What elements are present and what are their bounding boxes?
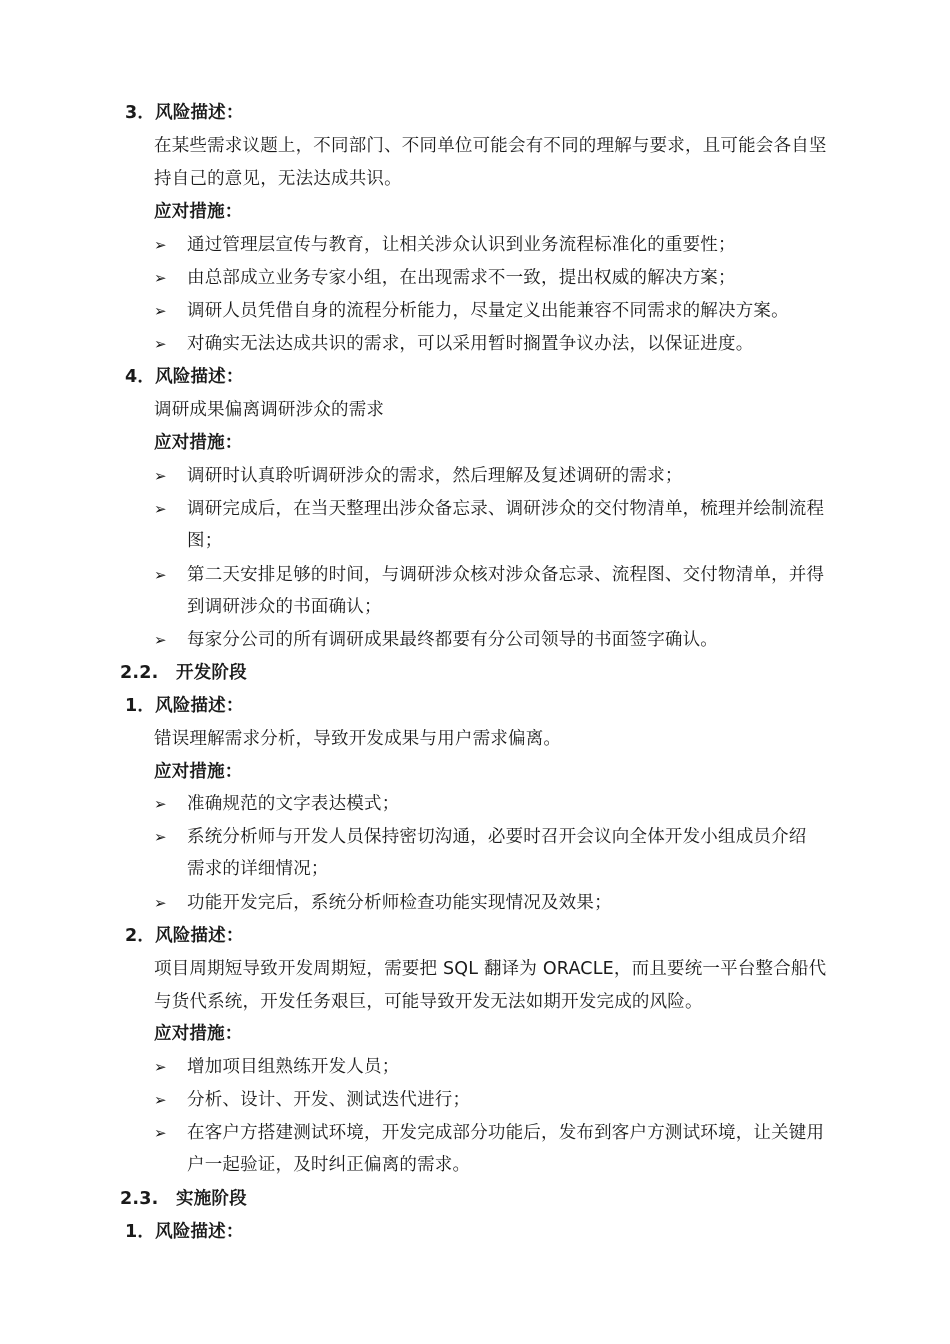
measure-item: 每家分公司的所有调研成果最终都要有分公司领导的书面签字确认。 [187,630,718,650]
measure-item: 功能开发完后，系统分析师检查功能实现情况及效果； [187,893,612,913]
measure-item: 通过管理层宣传与教育，让相关涉众认识到业务流程标准化的重要性； [187,235,736,255]
measure-item: 由总部成立业务专家小组，在出现需求不一致，提出权威的解决方案； [187,268,736,288]
risk-description-line: 在某些需求议题上，不同部门、不同单位可能会有不同的理解与要求，且可能会各自坚 [154,136,827,156]
measure-item: 调研人员凭借自身的流程分析能力，尽量定义出能兼容不同需求的解决方案。 [187,301,789,321]
measure-item: 系统分析师与开发人员保持密切沟通，必要时召开会议向全体开发小组成员介绍 [187,827,807,847]
measures-label: 应对措施： [154,1024,243,1044]
bullet-arrow-icon: ➢ [154,1058,167,1076]
section-title: 开发阶段 [176,663,247,683]
bullet-arrow-icon: ➢ [154,467,167,485]
section-number: 2.3. [120,1189,159,1209]
measure-item-continuation: 到调研涉众的书面确认； [187,597,382,617]
risk-description-line: 持自己的意见，无法达成共识。 [154,169,402,189]
measure-item-continuation: 户一起验证，及时纠正偏离的需求。 [187,1155,471,1175]
risk-description-line: 调研成果偏离调研涉众的需求 [154,400,385,420]
measure-item: 第二天安排足够的时间，与调研涉众核对涉众备忘录、流程图、交付物清单，并得 [187,565,825,585]
risk-heading: 1．风险描述： [125,696,244,716]
measure-item: 准确规范的文字表达模式； [187,794,400,814]
measure-item: 增加项目组熟练开发人员； [187,1057,400,1077]
section-number: 2.2. [120,663,159,683]
risk-heading: 4．风险描述： [125,367,244,387]
measures-label: 应对措施： [154,762,243,782]
measure-item-continuation: 图； [187,531,223,551]
measure-item: 对确实无法达成共识的需求，可以采用暂时搁置争议办法，以保证进度。 [187,334,754,354]
bullet-arrow-icon: ➢ [154,236,167,254]
bullet-arrow-icon: ➢ [154,302,167,320]
measure-item: 调研时认真聆听调研涉众的需求，然后理解及复述调研的需求； [187,466,683,486]
risk-heading: 2．风险描述： [125,926,244,946]
measure-item: 分析、设计、开发、测试迭代进行； [187,1090,471,1110]
bullet-arrow-icon: ➢ [154,500,167,518]
bullet-arrow-icon: ➢ [154,1124,167,1142]
section-title: 实施阶段 [176,1189,247,1209]
measures-label: 应对措施： [154,433,243,453]
measure-item: 在客户方搭建测试环境，开发完成部分功能后，发布到客户方测试环境，让关键用 [187,1123,825,1143]
bullet-arrow-icon: ➢ [154,894,167,912]
bullet-arrow-icon: ➢ [154,1091,167,1109]
risk-description-line: 与货代系统，开发任务艰巨，可能导致开发无法如期开发完成的风险。 [154,992,703,1012]
risk-description-line: 错误理解需求分析，导致开发成果与用户需求偏离。 [154,729,562,749]
bullet-arrow-icon: ➢ [154,795,167,813]
measures-label: 应对措施： [154,202,243,222]
bullet-arrow-icon: ➢ [154,269,167,287]
bullet-arrow-icon: ➢ [154,631,167,649]
bullet-arrow-icon: ➢ [154,828,167,846]
measure-item: 调研完成后，在当天整理出涉众备忘录、调研涉众的交付物清单，梳理并绘制流程 [187,499,825,519]
bullet-arrow-icon: ➢ [154,335,167,353]
measure-item-continuation: 需求的详细情况； [187,859,329,879]
bullet-arrow-icon: ➢ [154,566,167,584]
risk-heading: 3．风险描述： [125,103,244,123]
risk-description-line: 项目周期短导致开发周期短，需要把 SQL 翻译为 ORACLE，而且要统一平台整合船代 [154,959,827,979]
risk-heading: 1．风险描述： [125,1222,244,1242]
